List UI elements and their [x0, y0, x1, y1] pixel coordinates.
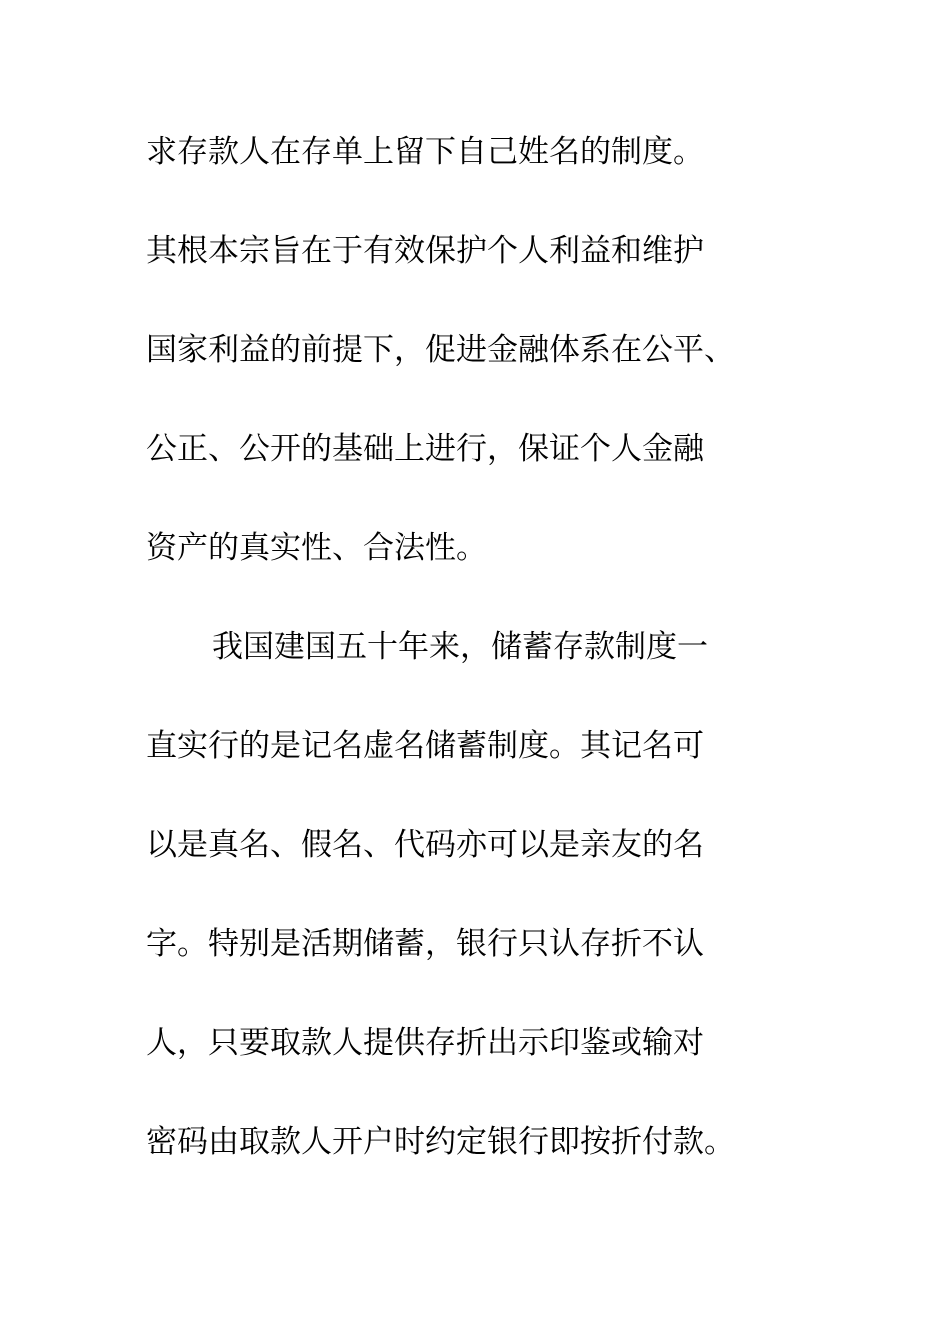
blank-line: [146, 277, 806, 327]
text-line: 以是真名、假名、代码亦可以是亲友的名: [146, 827, 704, 863]
blank-line: [146, 1069, 806, 1119]
paragraph-first-line: 我国建国五十年来，储蓄存款制度一: [212, 629, 708, 665]
text-line: 其根本宗旨在于有效保护个人利益和维护: [146, 233, 704, 269]
blank-line: [146, 772, 806, 822]
blank-line: [146, 475, 806, 525]
text-line: 字。特别是活期储蓄，银行只认存折不认: [146, 926, 704, 962]
text-line: 资产的真实性、合法性。: [146, 530, 487, 566]
blank-line: [146, 376, 806, 426]
blank-line: [146, 871, 806, 921]
blank-line: [146, 178, 806, 228]
text-line: 人，只要取款人提供存折出示印鉴或输对: [146, 1025, 704, 1061]
text-line: 密码由取款人开户时约定银行即按折付款。: [146, 1124, 735, 1160]
blank-line: [146, 970, 806, 1020]
text-line: 直实行的是记名虚名储蓄制度。其记名可: [146, 728, 704, 764]
document-body: [146, 128, 806, 1168]
text-line: 求存款人在存单上留下自己姓名的制度。: [146, 134, 704, 170]
text-line: 国家利益的前提下，促进金融体系在公平、: [146, 332, 735, 368]
blank-line: [146, 574, 806, 624]
text-line: 公正、公开的基础上进行，保证个人金融: [146, 431, 704, 467]
blank-line: [146, 673, 806, 723]
